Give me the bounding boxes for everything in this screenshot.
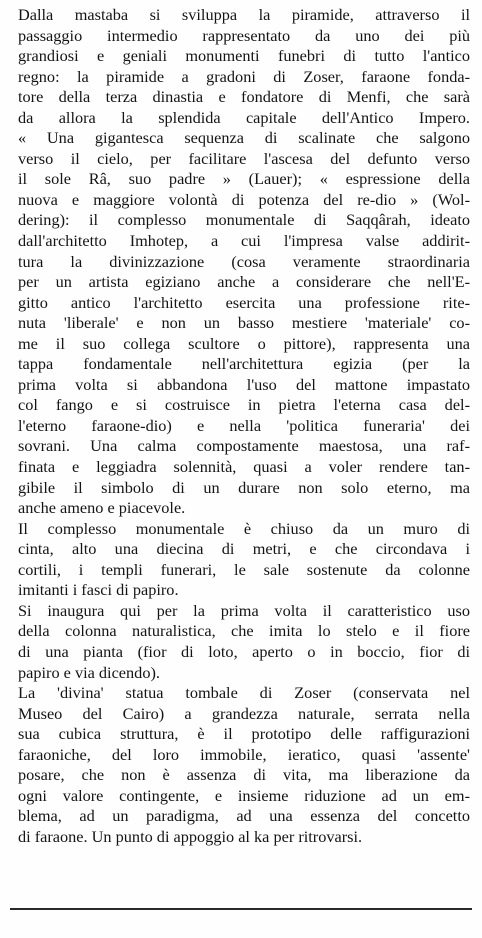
text-line: posare, che non è assenza di vita, ma liberazione da [18, 765, 470, 785]
text-line: ogni valore contingente, e insieme riduzione ad un em- [18, 785, 470, 805]
paragraph [18, 5, 470, 519]
text-line: cinta, alto una diecina di metri, e che circondava i [18, 539, 470, 559]
text-line: dering): il complesso monumentale di Saqqârah, ideato [18, 210, 470, 230]
paragraph [18, 601, 470, 683]
text-line: di faraone. Un punto di appoggio al ka per ritrovarsi. [18, 826, 363, 846]
text-line: il sole Râ, suo padre » (Lauer); « espressione della [18, 169, 470, 189]
body-text [18, 5, 470, 847]
text-line: nuova e maggiore volontà di potenza del re-dio » (Wol- [18, 189, 470, 209]
text-line: passaggio intermedio rappresentato da uno dei più [18, 25, 470, 45]
paragraph [18, 519, 470, 601]
text-line: Si inaugura qui per la prima volta il caratteristico uso [18, 600, 470, 620]
text-line: imitanti i fasci di papiro. [18, 580, 179, 600]
text-line: sovrani. Una calma compostamente maestosa, una raf- [18, 436, 470, 456]
text-line: cortili, i templi funerari, le sale sostenute da colonne [18, 559, 470, 579]
text-line: blema, ad un paradigma, ad una essenza del concetto [18, 806, 470, 826]
text-line: Museo del Cairo) a grandezza naturale, serrata nella [18, 703, 470, 723]
text-line: da allora la splendida capitale dell'Antico Impero. [18, 107, 470, 127]
text-line: verso il cielo, per facilitare l'ascesa del defunto verso [18, 148, 470, 168]
text-line: prima volta si abbandona l'uso del mattone impastato [18, 374, 470, 394]
text-line: tore della terza dinastia e fondatore di Menfi, che sarà [18, 87, 470, 107]
text-line: gitto antico l'architetto esercita una professione rite- [18, 292, 470, 312]
text-line: dall'architetto Imhotep, a cui l'impresa valse addirit- [18, 231, 470, 251]
text-line: « Una gigantesca sequenza di scalinate che salgono [18, 128, 470, 148]
text-line: nuta 'liberale' e non un basso mestiere 'materiale' co- [18, 313, 470, 333]
text-line: col fango e si costruisce in pietra l'eterna casa del- [18, 395, 470, 415]
footer-rule [10, 908, 472, 910]
text-line: papiro e via dicendo). [18, 662, 160, 682]
text-line: finata e leggiadra solennità, quasi a voler rendere tan- [18, 457, 470, 477]
text-line: regno: la piramide a gradoni di Zoser, faraone fonda- [18, 66, 470, 86]
text-line: per un artista egiziano anche a considerare che nell'E- [18, 272, 470, 292]
text-line: Dalla mastaba si sviluppa la piramide, attraverso il [18, 5, 470, 24]
text-line: tappa fondamentale nell'architettura egizia (per la [18, 354, 470, 374]
text-line: anche ameno e piacevole. [18, 498, 186, 518]
text-line: l'eterno faraone-dio) e nella 'politica funeraria' dei [18, 415, 470, 435]
text-line: faraoniche, del loro immobile, ieratico, quasi 'assente' [18, 744, 470, 764]
text-line: sua cubica struttura, è il prototipo delle raffigurazioni [18, 724, 470, 744]
text-line: gibile il simbolo di un durare non solo eterno, ma [18, 477, 470, 497]
text-line: me il suo collega scultore o pittore), rappresenta una [18, 333, 470, 353]
text-line: La 'divina' statua tombale di Zoser (conservata nel [18, 683, 470, 703]
text-line: tura la divinizzazione (cosa veramente straordinaria [18, 251, 470, 271]
text-line: della colonna naturalistica, che imita lo stelo e il fiore [18, 621, 470, 641]
paragraph [18, 683, 470, 847]
text-line: di una pianta (fior di loto, aperto o in boccio, fior di [18, 641, 470, 661]
text-line: Il complesso monumentale è chiuso da un muro di [18, 518, 470, 538]
text-line: grandiosi e geniali monumenti funebri di tutto l'antico [18, 46, 470, 66]
